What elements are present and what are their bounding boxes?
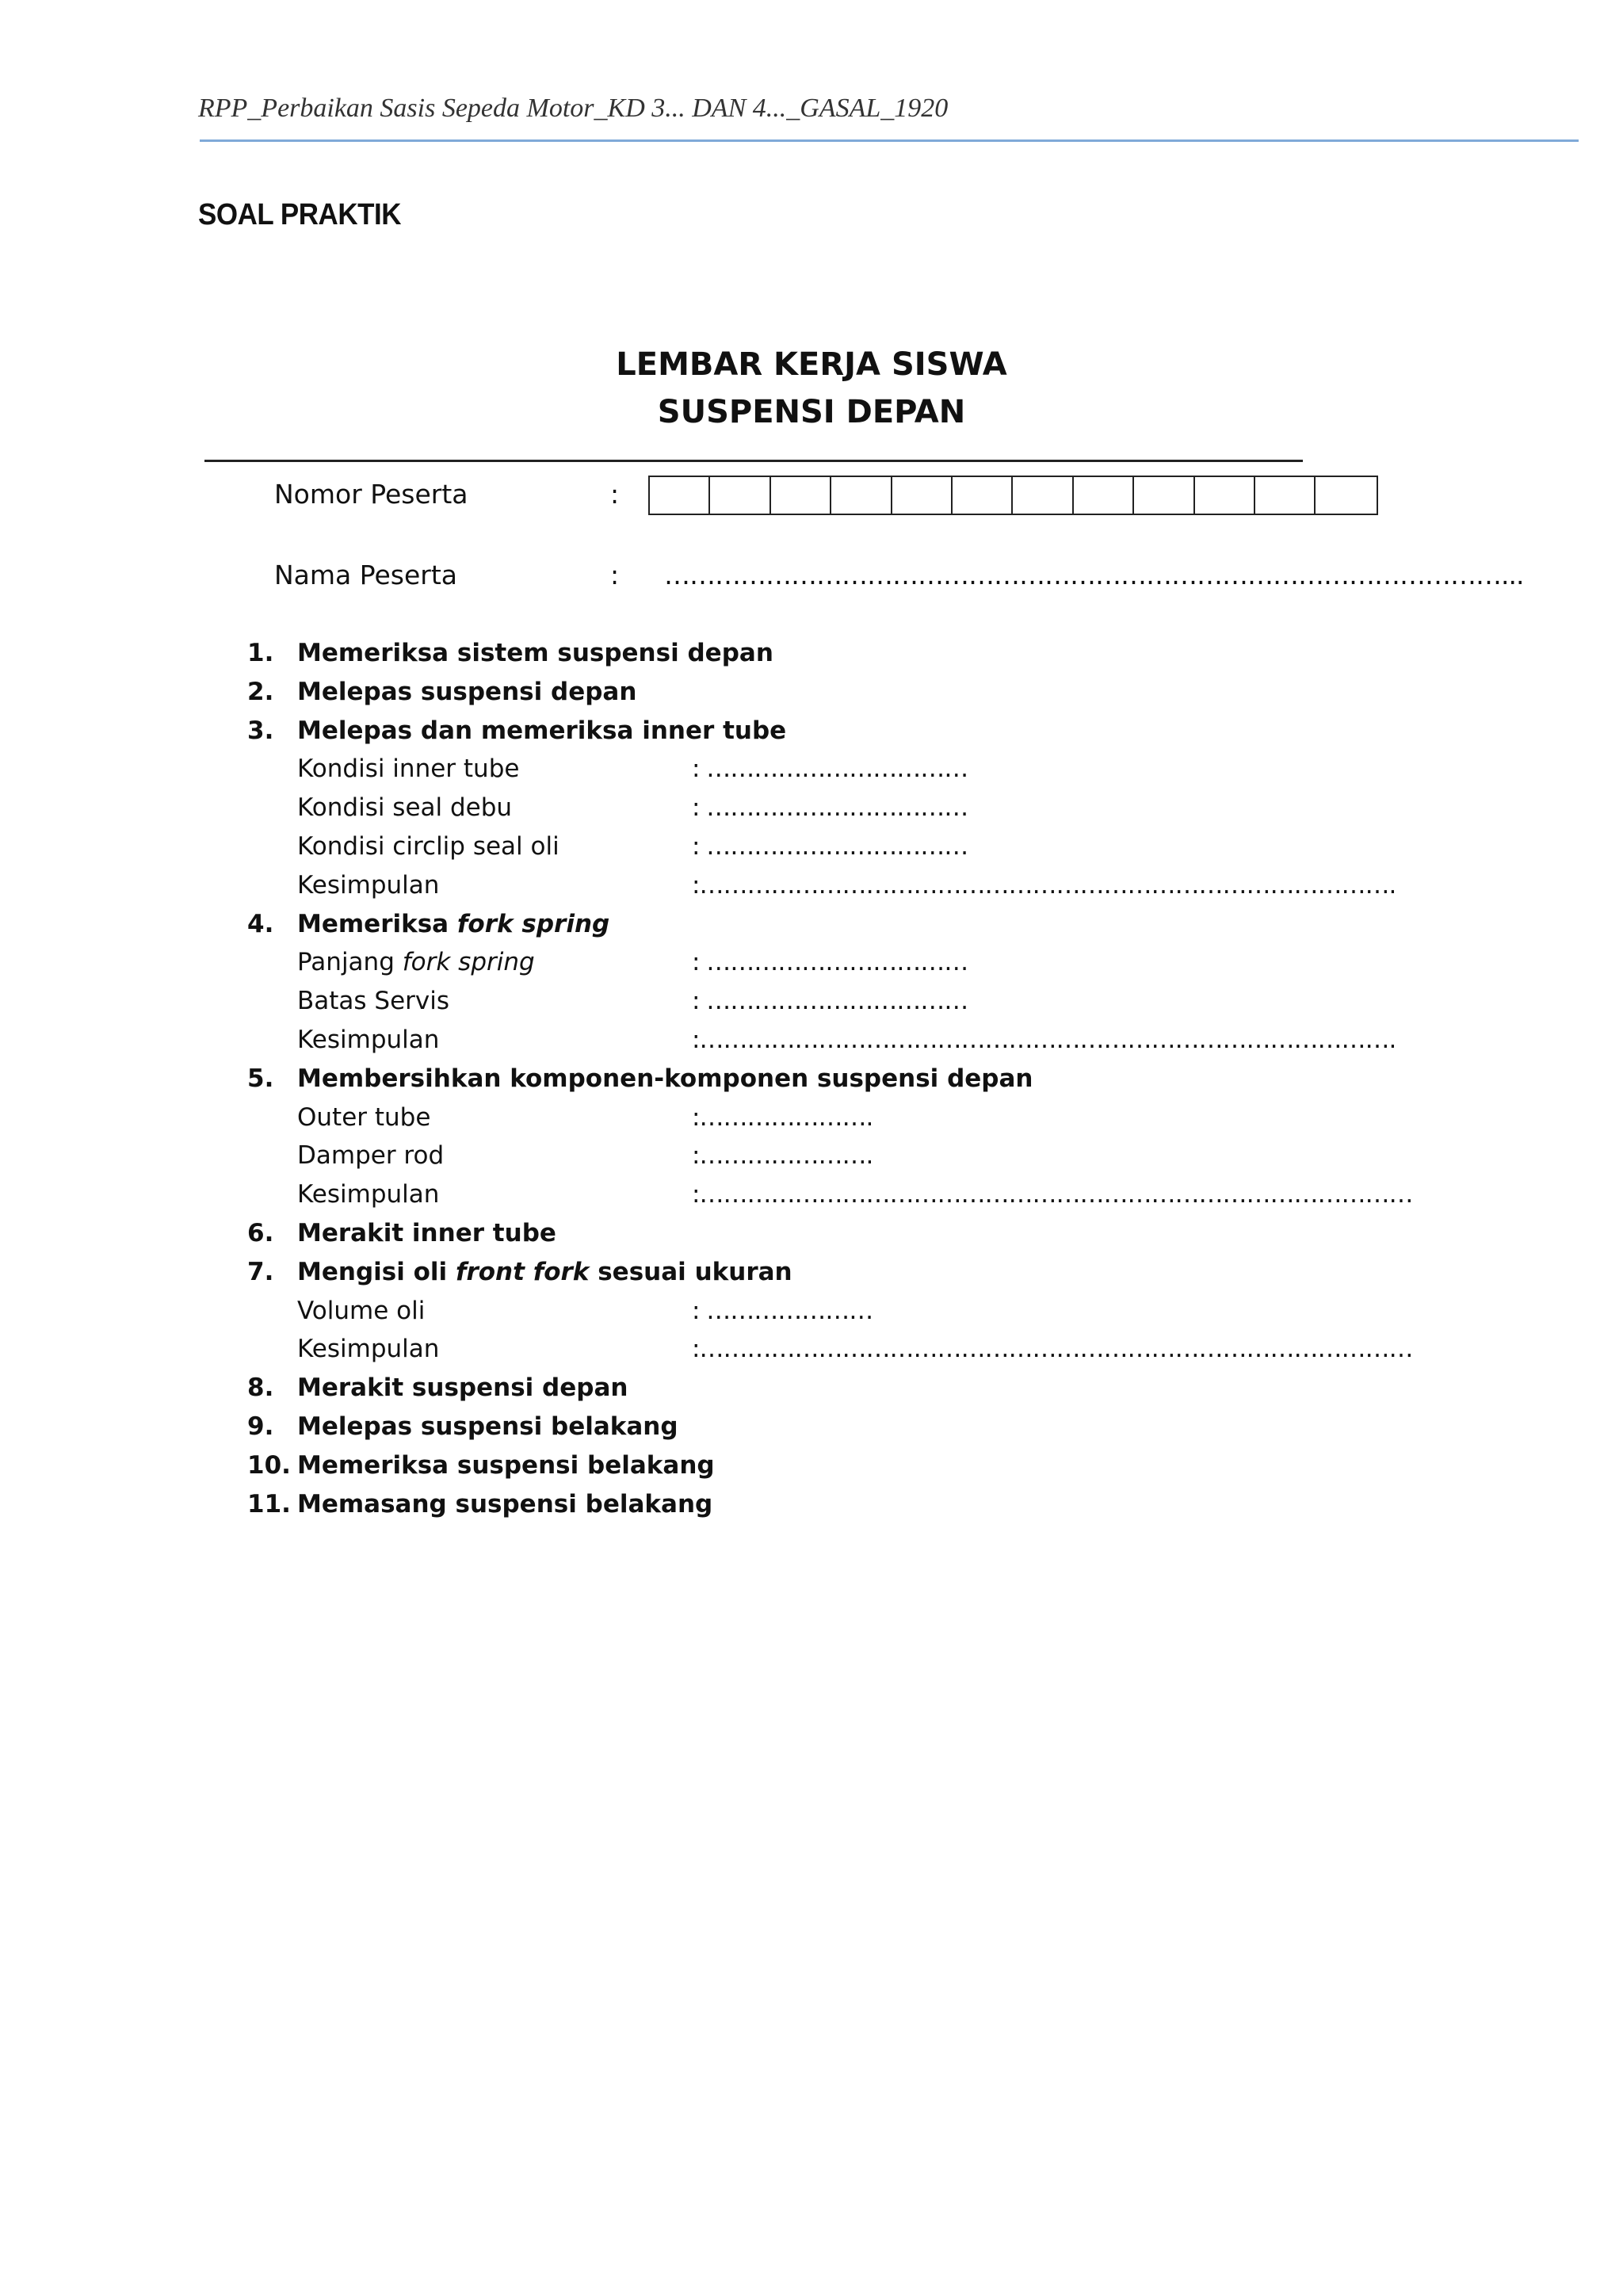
sub-field-label: Kesimpulan: [297, 1335, 440, 1364]
nomor-peserta-digit-box[interactable]: [771, 477, 831, 514]
nomor-peserta-digit-box[interactable]: [1013, 477, 1073, 514]
nomor-peserta-digit-box[interactable]: [1195, 477, 1255, 514]
step-number: 1.: [247, 639, 274, 667]
sub-field-label: [297, 943, 535, 982]
step-text-italic: fork spring: [456, 909, 610, 938]
nama-peserta-colon: :: [610, 560, 620, 590]
step-number: 7.: [247, 1257, 274, 1286]
task-step: [0, 1214, 1623, 1253]
sub-field-answer[interactable]: :………………………………………………………………………………: [692, 1335, 1413, 1364]
step-text: Melepas dan memeriksa inner tube: [297, 716, 787, 745]
section-title: SOAL PRAKTIK: [198, 198, 402, 231]
sub-field-answer[interactable]: :………………………………………………………………………………: [692, 1180, 1413, 1209]
sub-field-label: Batas Servis: [297, 987, 450, 1016]
step-text: Memeriksa sistem suspensi depan: [297, 639, 773, 667]
step-number: 11.: [247, 1489, 291, 1519]
sub-field-answer[interactable]: :…………………………………………………………………………….: [692, 1025, 1396, 1054]
sub-field-label-italic: fork spring: [402, 948, 535, 977]
sub-field-answer[interactable]: : …………………: [692, 1296, 873, 1325]
step-number: 5.: [247, 1064, 274, 1093]
sub-field-label: Kesimpulan: [297, 1025, 440, 1054]
sub-field-label: Volume oli: [297, 1296, 426, 1325]
task-step: [0, 712, 1623, 751]
task-sub-field: [0, 866, 1623, 905]
nomor-peserta-label: Nomor Peserta: [274, 479, 468, 510]
task-sub-field: [0, 1098, 1623, 1137]
sub-field-answer[interactable]: :………………….: [692, 1141, 873, 1171]
nomor-peserta-digit-box[interactable]: [1134, 477, 1194, 514]
task-sub-field: [0, 1021, 1623, 1060]
step-text: Memeriksa suspensi belakang: [297, 1450, 715, 1480]
sub-field-label: Damper rod: [297, 1141, 445, 1171]
nama-peserta-label: Nama Peserta: [274, 560, 458, 590]
step-number: 3.: [247, 716, 274, 745]
sub-field-answer[interactable]: :…………………………………………………………………………….: [692, 870, 1396, 900]
task-step: [0, 634, 1623, 673]
step-text: Membersihkan komponen-komponen suspensi depan: [297, 1064, 1033, 1093]
task-sub-field: [0, 827, 1623, 866]
step-text: Memasang suspensi belakang: [297, 1489, 713, 1519]
task-sub-field: [0, 943, 1623, 982]
task-step: [0, 1060, 1623, 1098]
step-text: Melepas suspensi depan: [297, 677, 637, 706]
step-text-plain: Memeriksa: [297, 909, 457, 938]
sub-field-label-plain: Panjang: [297, 948, 403, 977]
task-step: [0, 1369, 1623, 1408]
header-divider: [200, 139, 1579, 142]
task-step: [0, 905, 1623, 944]
running-header: RPP_Perbaikan Sasis Sepeda Motor_KD 3... DAN 4..._GASAL_1920: [198, 94, 949, 123]
step-text: [297, 1253, 792, 1292]
step-number: 10.: [247, 1450, 291, 1480]
nomor-peserta-digit-box[interactable]: [831, 477, 892, 514]
task-sub-field: [0, 1330, 1623, 1369]
step-text-italic: front fork: [455, 1257, 590, 1286]
step-number: 9.: [247, 1412, 274, 1441]
nama-peserta-field[interactable]: ………………………………………………………………………………………...: [664, 560, 1524, 590]
task-step: [0, 1408, 1623, 1446]
nomor-peserta-digit-box[interactable]: [1074, 477, 1134, 514]
sheet-title: LEMBAR KERJA SISWA: [616, 346, 1007, 383]
sub-field-label: Outer tube: [297, 1102, 431, 1132]
task-step: [0, 1485, 1623, 1524]
task-sub-field: [0, 789, 1623, 827]
task-list: [0, 634, 1623, 1523]
title-divider: [204, 460, 1303, 462]
task-step: [0, 1446, 1623, 1485]
sub-field-label: Kesimpulan: [297, 870, 440, 900]
step-text: Merakit inner tube: [297, 1218, 556, 1247]
sub-field-label: Kesimpulan: [297, 1180, 440, 1209]
sub-field-answer[interactable]: : ……………………………: [692, 831, 968, 861]
task-sub-field: [0, 982, 1623, 1021]
sub-field-label: Kondisi inner tube: [297, 755, 520, 784]
sub-field-answer[interactable]: : ……………………………: [692, 793, 968, 823]
sub-field-answer[interactable]: : ……………………………: [692, 755, 968, 784]
step-number: 8.: [247, 1373, 274, 1403]
task-sub-field: [0, 1137, 1623, 1175]
step-text-plain: Mengisi oli: [297, 1257, 456, 1286]
task-step: [0, 1253, 1623, 1292]
task-sub-field: [0, 1292, 1623, 1331]
nomor-peserta-boxes[interactable]: [648, 476, 1378, 515]
nomor-peserta-digit-box[interactable]: [650, 477, 710, 514]
sheet-subtitle: SUSPENSI DEPAN: [657, 394, 966, 430]
nomor-peserta-colon: :: [610, 479, 620, 510]
task-sub-field: [0, 1175, 1623, 1214]
step-text: Melepas suspensi belakang: [297, 1412, 678, 1441]
sub-field-answer[interactable]: : ……………………………: [692, 948, 968, 977]
nomor-peserta-digit-box[interactable]: [953, 477, 1013, 514]
task-step: [0, 673, 1623, 712]
step-number: 6.: [247, 1218, 274, 1247]
nomor-peserta-digit-box[interactable]: [892, 477, 953, 514]
sub-field-label: Kondisi circlip seal oli: [297, 831, 559, 861]
sub-field-answer[interactable]: :………………….: [692, 1102, 873, 1132]
step-text: Merakit suspensi depan: [297, 1373, 628, 1403]
nomor-peserta-digit-box[interactable]: [710, 477, 770, 514]
step-number: 2.: [247, 677, 274, 706]
task-sub-field: [0, 750, 1623, 789]
nomor-peserta-digit-box[interactable]: [1255, 477, 1316, 514]
sub-field-label: Kondisi seal debu: [297, 793, 513, 823]
nomor-peserta-digit-box[interactable]: [1316, 477, 1376, 514]
step-number: 4.: [247, 909, 274, 938]
step-text-after: sesuai ukuran: [589, 1257, 792, 1286]
step-text: [297, 905, 609, 944]
sub-field-answer[interactable]: : ……………………………: [692, 987, 968, 1016]
